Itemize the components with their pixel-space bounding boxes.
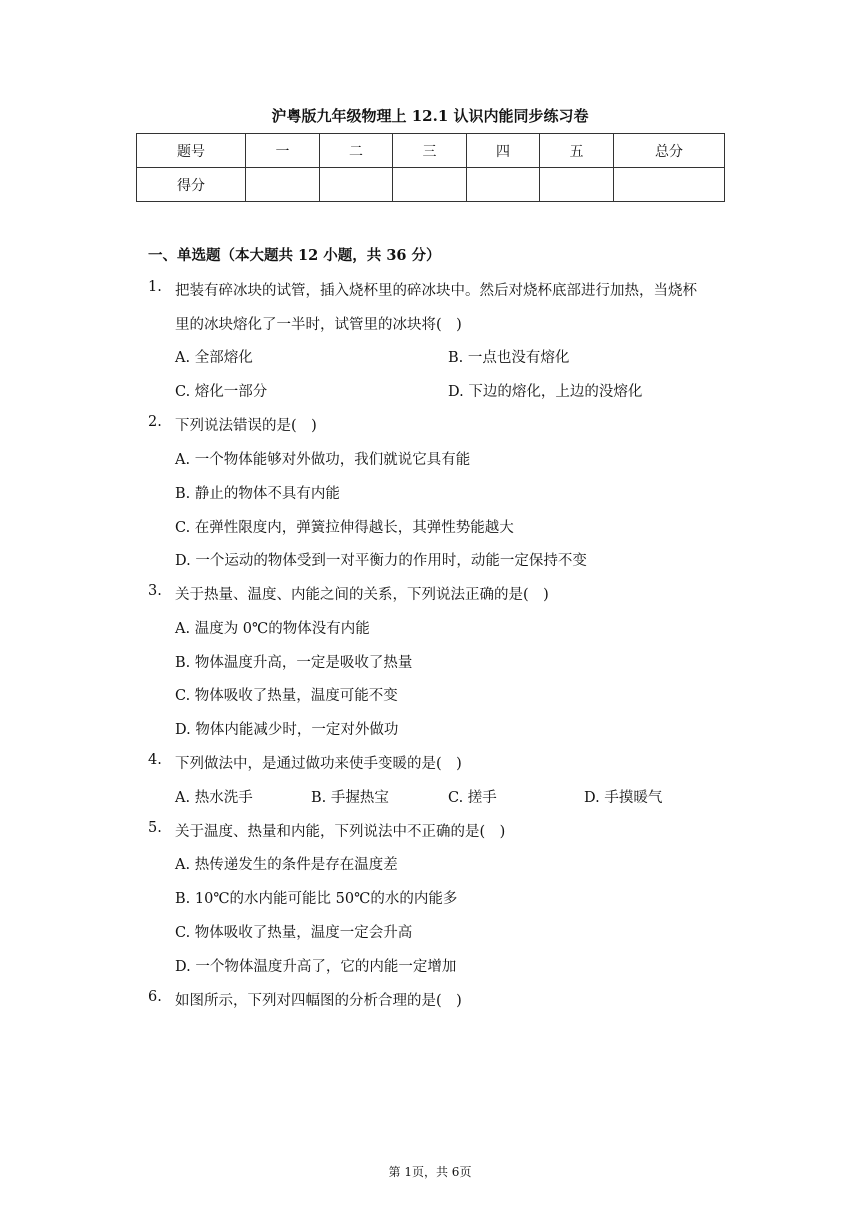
score-header-cell: 题号: [137, 134, 246, 168]
option-d: D. 手摸暖气: [584, 790, 663, 806]
question-stem: 下列做法中，是通过做功来使手变暖的是( ): [175, 756, 462, 772]
score-header-cell: 一: [246, 134, 320, 168]
question-stem: 关于温度、热量和内能，下列说法中不正确的是( ): [175, 824, 506, 840]
score-header-cell: 总分: [614, 134, 725, 168]
question-number: 5.: [148, 820, 162, 836]
option-c: C. 在弹性限度内，弹簧拉伸得越长，其弹性势能越大: [175, 520, 514, 536]
question-number: 6.: [148, 989, 162, 1005]
score-cell: [540, 168, 614, 202]
question-number: 2.: [148, 414, 162, 430]
option-b: B. 静止的物体不具有内能: [175, 486, 340, 502]
question-number: 4.: [148, 752, 162, 768]
score-row-label: 得分: [137, 168, 246, 202]
score-cell: [614, 168, 725, 202]
score-cell: [393, 168, 467, 202]
option-a: A. 全部熔化: [175, 350, 253, 366]
option-d: D. 一个物体温度升高了，它的内能一定增加: [175, 959, 457, 975]
option-b: B. 手握热宝: [311, 790, 389, 806]
question-stem: 关于热量、温度、内能之间的关系，下列说法正确的是( ): [175, 587, 549, 603]
question-stem: 如图所示，下列对四幅图的分析合理的是( ): [175, 993, 462, 1009]
option-c: C. 熔化一部分: [175, 384, 268, 400]
score-header-cell: 四: [467, 134, 540, 168]
option-a: A. 热传递发生的条件是存在温度差: [175, 857, 398, 873]
score-header-cell: 三: [393, 134, 467, 168]
option-a: A. 一个物体能够对外做功，我们就说它具有能: [175, 452, 471, 468]
score-cell: [246, 168, 320, 202]
score-cell: [467, 168, 540, 202]
option-d: D. 下边的熔化，上边的没熔化: [448, 384, 643, 400]
option-c: C. 物体吸收了热量，温度一定会升高: [175, 925, 413, 941]
question-number: 3.: [148, 583, 162, 599]
score-table-score-row: [137, 168, 725, 202]
document-title: 沪粤版九年级物理上 12.1 认识内能同步练习卷: [271, 107, 589, 125]
option-a: A. 热水洗手: [175, 790, 253, 806]
question-stem: 里的冰块熔化了一半时，试管里的冰块将( ): [175, 317, 462, 333]
question-stem: 把装有碎冰块的试管，插入烧杯里的碎冰块中。然后对烧杯底部进行加热，当烧杯: [175, 283, 697, 299]
option-d: D. 一个运动的物体受到一对平衡力的作用时，动能一定保持不变: [175, 553, 587, 569]
option-c: C. 搓手: [448, 790, 497, 806]
section-title: 一、单选题（本大题共 12 小题，共 36 分）: [148, 247, 441, 264]
score-table: [136, 133, 725, 202]
option-c: C. 物体吸收了热量，温度可能不变: [175, 688, 398, 704]
score-cell: [320, 168, 393, 202]
option-b: B. 物体温度升高，一定是吸收了热量: [175, 655, 413, 671]
question-number: 1.: [148, 279, 162, 295]
option-a: A. 温度为 0℃的物体没有内能: [175, 621, 370, 637]
page-footer: 第 1页，共 6页: [388, 1165, 472, 1179]
score-table-header-row: [137, 134, 725, 168]
option-d: D. 物体内能减少时，一定对外做功: [175, 722, 399, 738]
score-header-cell: 二: [320, 134, 393, 168]
question-stem: 下列说法错误的是( ): [175, 418, 317, 434]
option-b: B. 一点也没有熔化: [448, 350, 570, 366]
option-b: B. 10℃的水内能可能比 50℃的水的内能多: [175, 891, 458, 907]
score-header-cell: 五: [540, 134, 614, 168]
